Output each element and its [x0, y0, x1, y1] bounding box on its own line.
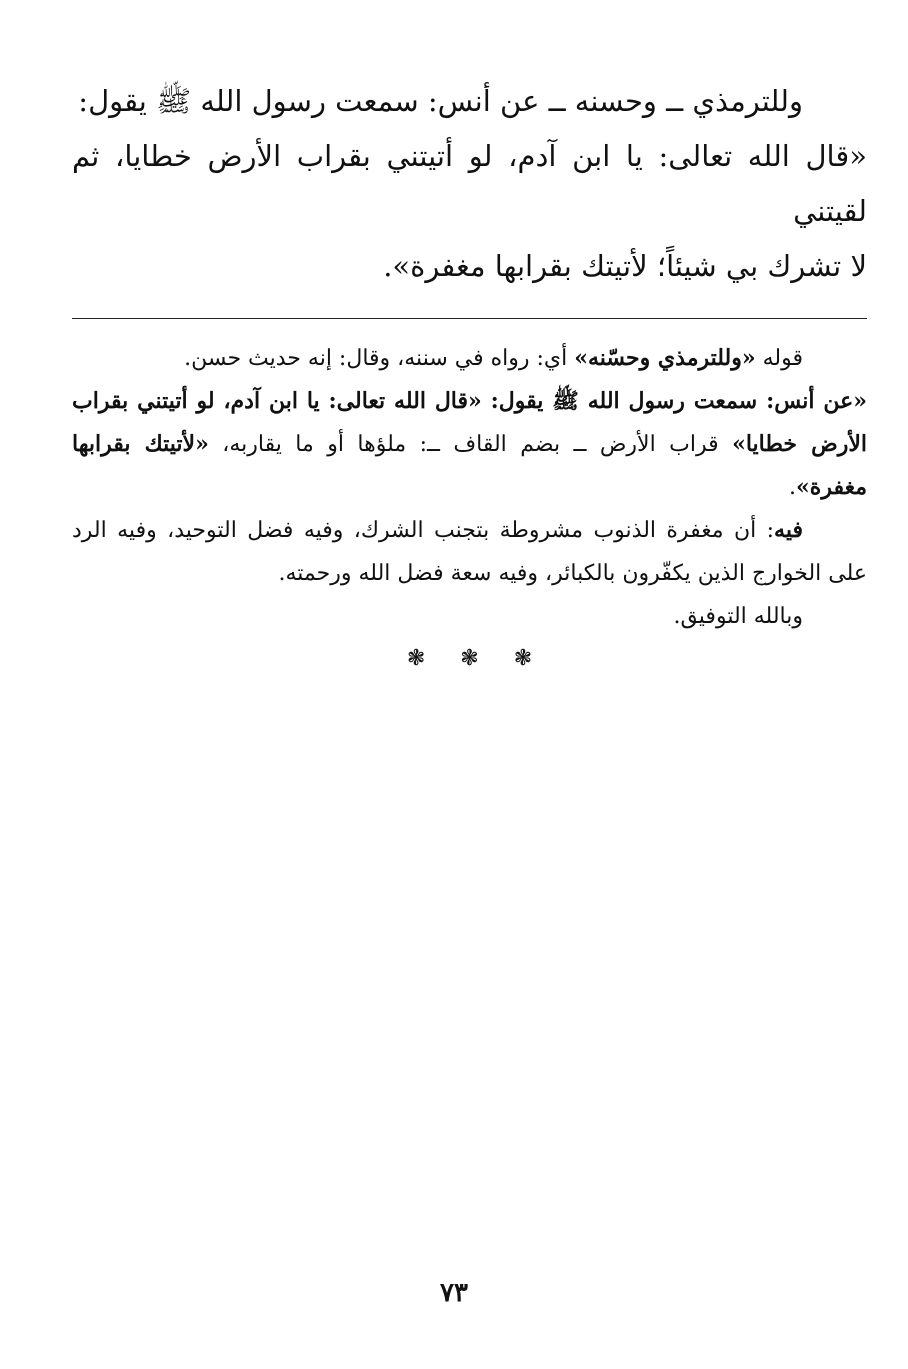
- commentary-quote: «وللترمذي وحسّنه»: [574, 345, 756, 371]
- hadith-line: «قال الله تعالى: يا ابن آدم، لو أتيتني بقراب الأرض خطايا، ثم لقيتني: [72, 139, 867, 228]
- commentary-keyword: فيه: [774, 517, 803, 543]
- footnote-divider: [72, 318, 867, 319]
- hadith-line: لا تشرك بي شيئاً؛ لأتيتك بقرابها مغفرة».: [383, 249, 867, 283]
- page-content: [72, 74, 867, 671]
- closing-line: وبالله التوفيق.: [673, 604, 803, 629]
- commentary-text: : أن مغفرة الذنوب مشروطة بتجنب الشرك، وفيه فضل التوحيد، وفيه الرد على الخوارج الذين يكفّرون بالكبائر، وفيه سعة فضل الله ورحمته.: [72, 518, 867, 586]
- commentary-paragraph: [72, 380, 867, 509]
- commentary-text: .: [789, 475, 797, 500]
- flower-ornament-icon: ❃: [460, 646, 479, 671]
- flower-ornament-icon: ❃: [406, 646, 426, 671]
- page-number: ٧٣: [440, 1278, 468, 1308]
- section-ornaments: [72, 646, 867, 671]
- hadith-text: [72, 74, 867, 294]
- flower-ornament-icon: ❃: [513, 646, 533, 671]
- commentary-text: قراب الأرض ــ بضم القاف ــ: ملؤها أو ما يقاربه،: [208, 432, 733, 457]
- commentary: [72, 337, 867, 638]
- commentary-text: قوله: [755, 346, 803, 371]
- hadith-line: وللترمذي ــ وحسنه ــ عن أنس: سمعت رسول الله ﷺ يقول:: [78, 84, 803, 118]
- commentary-text: أي: رواه في سننه، وقال: إنه حديث حسن.: [184, 346, 575, 371]
- commentary-paragraph: [72, 509, 867, 595]
- commentary-quote: «عن أنس: سمعت رسول الله ﷺ يقول: «قال الله تعالى: يا ابن آدم، لو أتيتني بقراب الأرض خطايا»: [72, 388, 868, 457]
- commentary-paragraph: [72, 337, 867, 380]
- commentary-quote: «لأتيتك بقرابها مغفرة»: [72, 431, 867, 500]
